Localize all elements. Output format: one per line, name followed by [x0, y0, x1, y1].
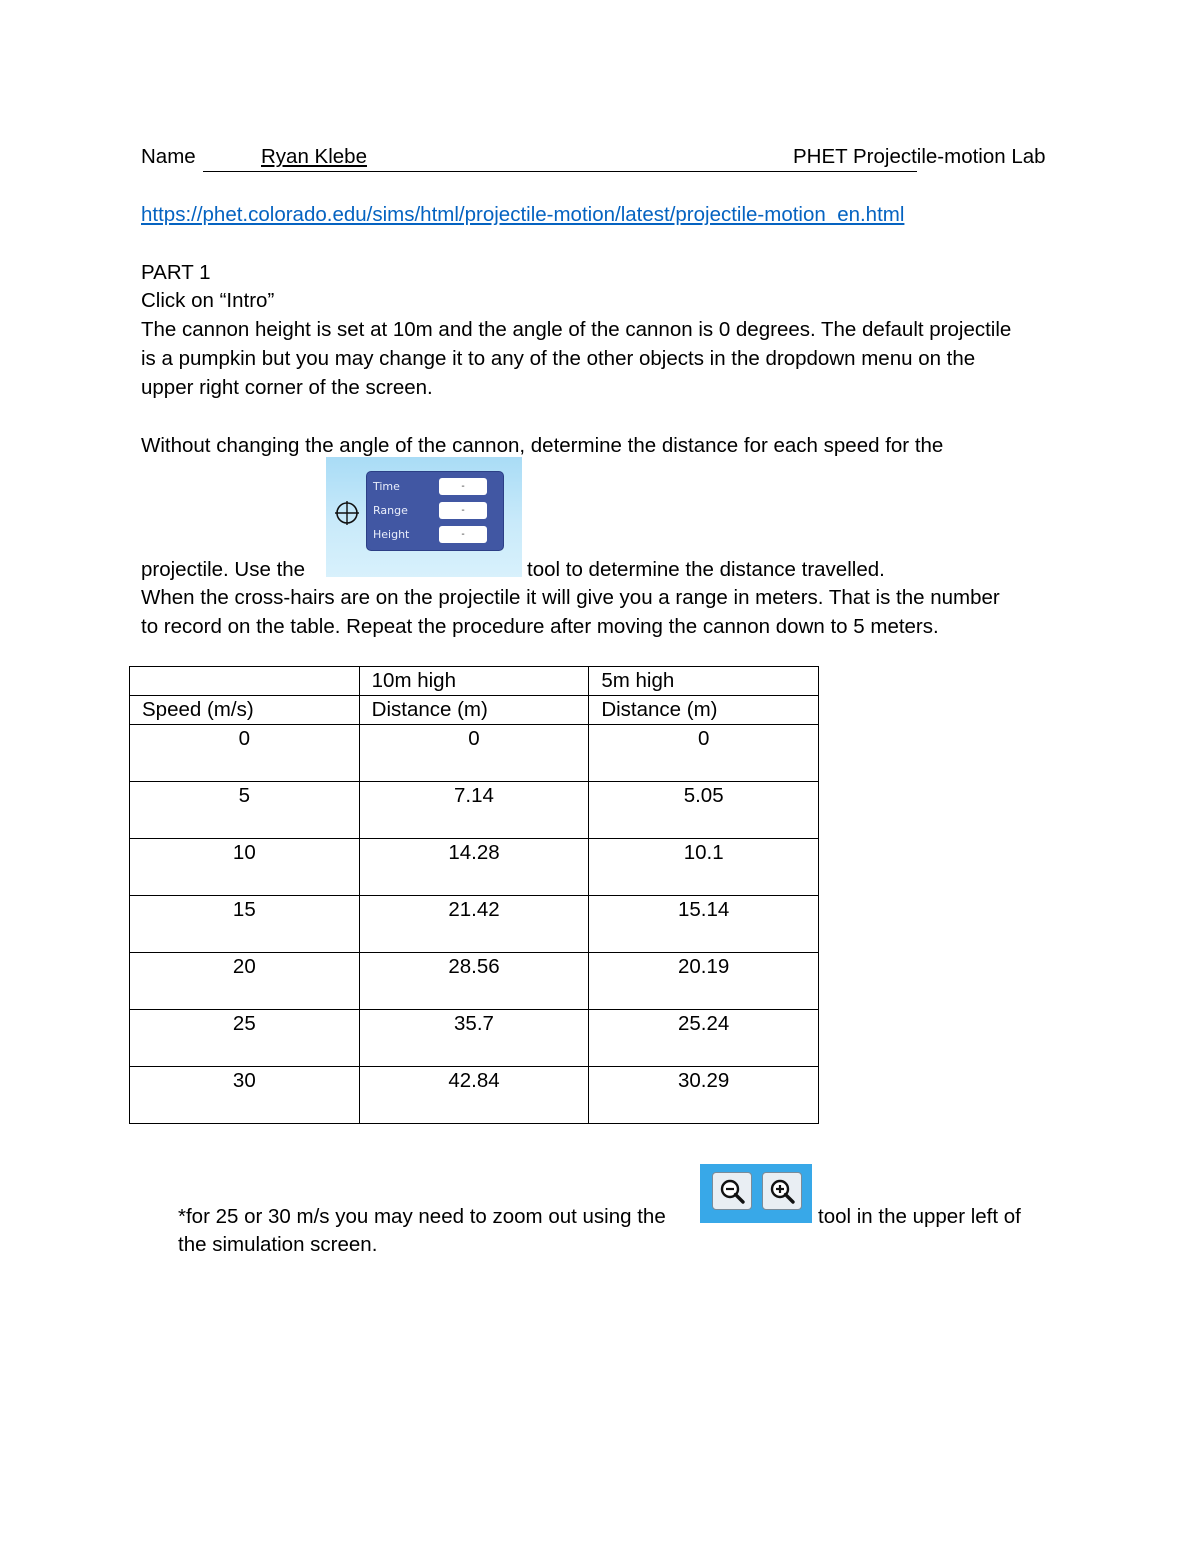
readout-label: Range	[373, 504, 408, 517]
instruction-line-1: Click on “Intro”	[141, 289, 275, 312]
table-cell: 28.56	[359, 953, 589, 1010]
measuring-tool-image	[326, 457, 522, 577]
table-cell: 25	[130, 1010, 360, 1067]
header	[141, 143, 1061, 173]
table-row	[130, 1010, 819, 1067]
table-cell: 5.05	[589, 782, 819, 839]
group-header-row	[130, 667, 819, 696]
table-row	[130, 839, 819, 896]
zoom-out-button-image	[712, 1172, 752, 1210]
instruction-line-3: is a pumpkin but you may change it to any of the other objects in the dropdown menu on the	[141, 347, 976, 370]
table-cell: 21.42	[359, 896, 589, 953]
instruction-line-4: upper right corner of the screen.	[141, 376, 433, 399]
table-cell: 15	[130, 896, 360, 953]
table-row	[130, 725, 819, 782]
table-cell: 30	[130, 1067, 360, 1124]
crosshair-icon	[335, 501, 359, 525]
instruction-line-5: Without changing the angle of the cannon, determine the distance for each speed for the	[141, 434, 944, 457]
instruction-line-6a: projectile. Use the	[141, 558, 306, 581]
readout-value: -	[439, 502, 487, 519]
column-header-row	[130, 696, 819, 725]
lab-title: PHET Projectile-motion Lab	[793, 145, 1046, 168]
table-cell: 42.84	[359, 1067, 589, 1124]
readout-label: Height	[373, 528, 410, 541]
table-row	[130, 1067, 819, 1124]
student-name: Ryan Klebe	[261, 145, 367, 168]
zoom-out-icon	[718, 1177, 746, 1205]
readout-row-range	[373, 501, 497, 521]
table-row	[130, 953, 819, 1010]
readout-row-height	[373, 525, 497, 545]
readout-value: -	[439, 478, 487, 495]
part-heading: PART 1	[141, 261, 211, 284]
table-cell: 30.29	[589, 1067, 819, 1124]
instruction-line-7: When the cross-hairs are on the projectile it will give you a range in meters. That is the number	[141, 586, 1000, 609]
group-header-cell: 10m high	[359, 667, 589, 696]
zoom-tool-image	[700, 1164, 812, 1223]
instruction-line-6b: tool to determine the distance travelled.	[527, 558, 885, 581]
readout-row-time	[373, 477, 497, 497]
readout-label: Time	[373, 480, 400, 493]
simulation-link[interactable]: https://phet.colorado.edu/sims/html/projectile-motion/latest/projectile-motion_en.html	[141, 203, 905, 226]
table-cell: 20	[130, 953, 360, 1010]
readout-panel	[366, 471, 504, 551]
column-header-cell: Speed (m/s)	[130, 696, 360, 725]
table-cell: 25.24	[589, 1010, 819, 1067]
instruction-line-8: to record on the table. Repeat the procedure after moving the cannon down to 5 meters.	[141, 615, 939, 638]
column-header-cell: Distance (m)	[589, 696, 819, 725]
column-header-cell: Distance (m)	[359, 696, 589, 725]
table-cell: 10	[130, 839, 360, 896]
table-cell: 0	[589, 725, 819, 782]
zoom-in-icon	[768, 1177, 796, 1205]
group-header-cell	[130, 667, 360, 696]
table-cell: 14.28	[359, 839, 589, 896]
note-line-2: the simulation screen.	[178, 1233, 378, 1256]
table-cell: 10.1	[589, 839, 819, 896]
name-label: Name	[141, 145, 196, 168]
table-row	[130, 896, 819, 953]
group-header-cell: 5m high	[589, 667, 819, 696]
table-cell: 0	[130, 725, 360, 782]
zoom-in-button-image	[762, 1172, 802, 1210]
distance-table	[129, 666, 819, 1124]
table-cell: 35.7	[359, 1010, 589, 1067]
note-line-1b: tool in the upper left of	[818, 1205, 1021, 1228]
table-cell: 7.14	[359, 782, 589, 839]
instruction-line-2: The cannon height is set at 10m and the angle of the cannon is 0 degrees. The default projectile	[141, 318, 1012, 341]
table-cell: 0	[359, 725, 589, 782]
table-row	[130, 782, 819, 839]
readout-value: -	[439, 526, 487, 543]
table-cell: 5	[130, 782, 360, 839]
table-cell: 15.14	[589, 896, 819, 953]
note-line-1a: *for 25 or 30 m/s you may need to zoom out using the	[178, 1205, 666, 1228]
table-cell: 20.19	[589, 953, 819, 1010]
